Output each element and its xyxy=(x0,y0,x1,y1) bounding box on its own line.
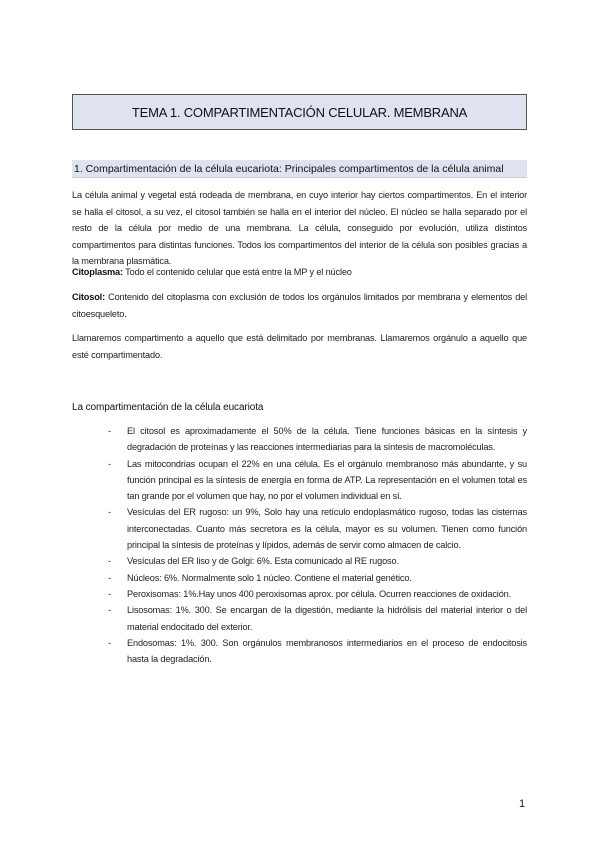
bullet-dash: - xyxy=(108,426,111,436)
bullet-dash: - xyxy=(108,556,111,567)
list-item xyxy=(108,635,527,668)
list-item-text: El citosol es aproximadamente el 50% de la célula. Tiene funciones básicas en la síntesis y degradación de proteínas y las reacciones intermediarias para la síntesis de macromoléculas. xyxy=(127,426,527,453)
list-item-text: Lisosomas: 1%. 300. Se encargan de la digestión, mediante la hidrólisis del material interior o del material endocitado del exterior. xyxy=(127,605,527,632)
list-item xyxy=(108,602,527,635)
definition-citosol xyxy=(72,289,527,322)
list-item-text: Las mitocondrias ocupan el 22% en una célula. Es el orgánulo membranoso más abundante, y su función principal es la síntesis de energía en forma de ATP. La representación en el volumen total es tan grande por el volumen que hay, no por el volumen individual en sí. xyxy=(127,458,527,502)
bullet-dash: - xyxy=(108,572,111,583)
list-item-text: Núcleos: 6%. Normalmente solo 1 núcleo. Contiene el material genético. xyxy=(127,572,412,583)
subheading: La compartimentación de la célula eucariota xyxy=(72,402,264,413)
list-item xyxy=(108,504,527,553)
definition-term: Citosol: xyxy=(72,292,105,302)
bullet-dash: - xyxy=(108,605,111,616)
page-title: TEMA 1. COMPARTIMENTACIÓN CELULAR. MEMBRANA xyxy=(72,94,527,130)
list-item-text: Vesículas del ER liso y de Golgi: 6%. Esta comunicado al RE rugoso. xyxy=(127,556,399,567)
definition-citoplasma xyxy=(72,264,527,281)
bullet-dash: - xyxy=(108,588,111,599)
list-item-text: Endosomas: 1%. 300. Son orgánulos membranosos intermediarios en el proceso de endocitosis hasta la degradación. xyxy=(127,637,527,665)
list-item-text: Peroxisomas: 1%.Hay unos 400 peroxisomas aprox. por célula. Ocurren reacciones de oxidación. xyxy=(127,588,512,599)
list-item xyxy=(108,586,527,602)
definition-text: Todo el contenido celular que está entre la MP y el núcleo xyxy=(122,267,352,277)
list-item xyxy=(108,553,527,569)
bullet-dash: - xyxy=(108,507,111,518)
intro-paragraph: La célula animal y vegetal está rodeada de membrana, en cuyo interior hay ciertos compartimentos. En el interior se halla el citosol, a su vez, el citosol también se halla en el interior del núcleo. El núcleo se halla separado por el resto de la célula por medio de una membrana. La célula, conseguido por evolución, utiliza distintos compartimentos para distintas funciones. Todos los compartimentos del interior de la célula son posibles gracias a la membrana plasmática. xyxy=(72,190,527,266)
definition-term: Citoplasma: xyxy=(72,267,123,277)
bullet-dash: - xyxy=(108,458,111,469)
list-item xyxy=(108,423,527,456)
list-item-text: Vesículas del ER rugoso: un 9%, Solo hay una retículo endoplasmático rugoso, todas las cisternas interconectadas. Cuanto más secretora es la célula, mayor es su volumen. Tienen como función principal la síntesis de proteínas y lípidos, además de servir como almacen de calcio. xyxy=(127,507,527,551)
definition-text: Contenido del citoplasma con exclusión de todos los orgánulos limitados por membrana y elementos del citoesqueleto. xyxy=(72,292,527,319)
section-heading: 1. Compartimentación de la célula eucariota: Principales compartimentos de la célula animal xyxy=(72,160,527,178)
bullet-dash: - xyxy=(108,637,111,648)
list-item xyxy=(108,570,527,586)
note-paragraph: Llamaremos compartimento a aquello que está delimitado por membranas. Llamaremos orgánulo a aquello que esté compartimentado. xyxy=(72,333,527,360)
compartment-list xyxy=(108,423,527,667)
page-number: 1 xyxy=(519,798,526,810)
list-item xyxy=(108,456,527,505)
